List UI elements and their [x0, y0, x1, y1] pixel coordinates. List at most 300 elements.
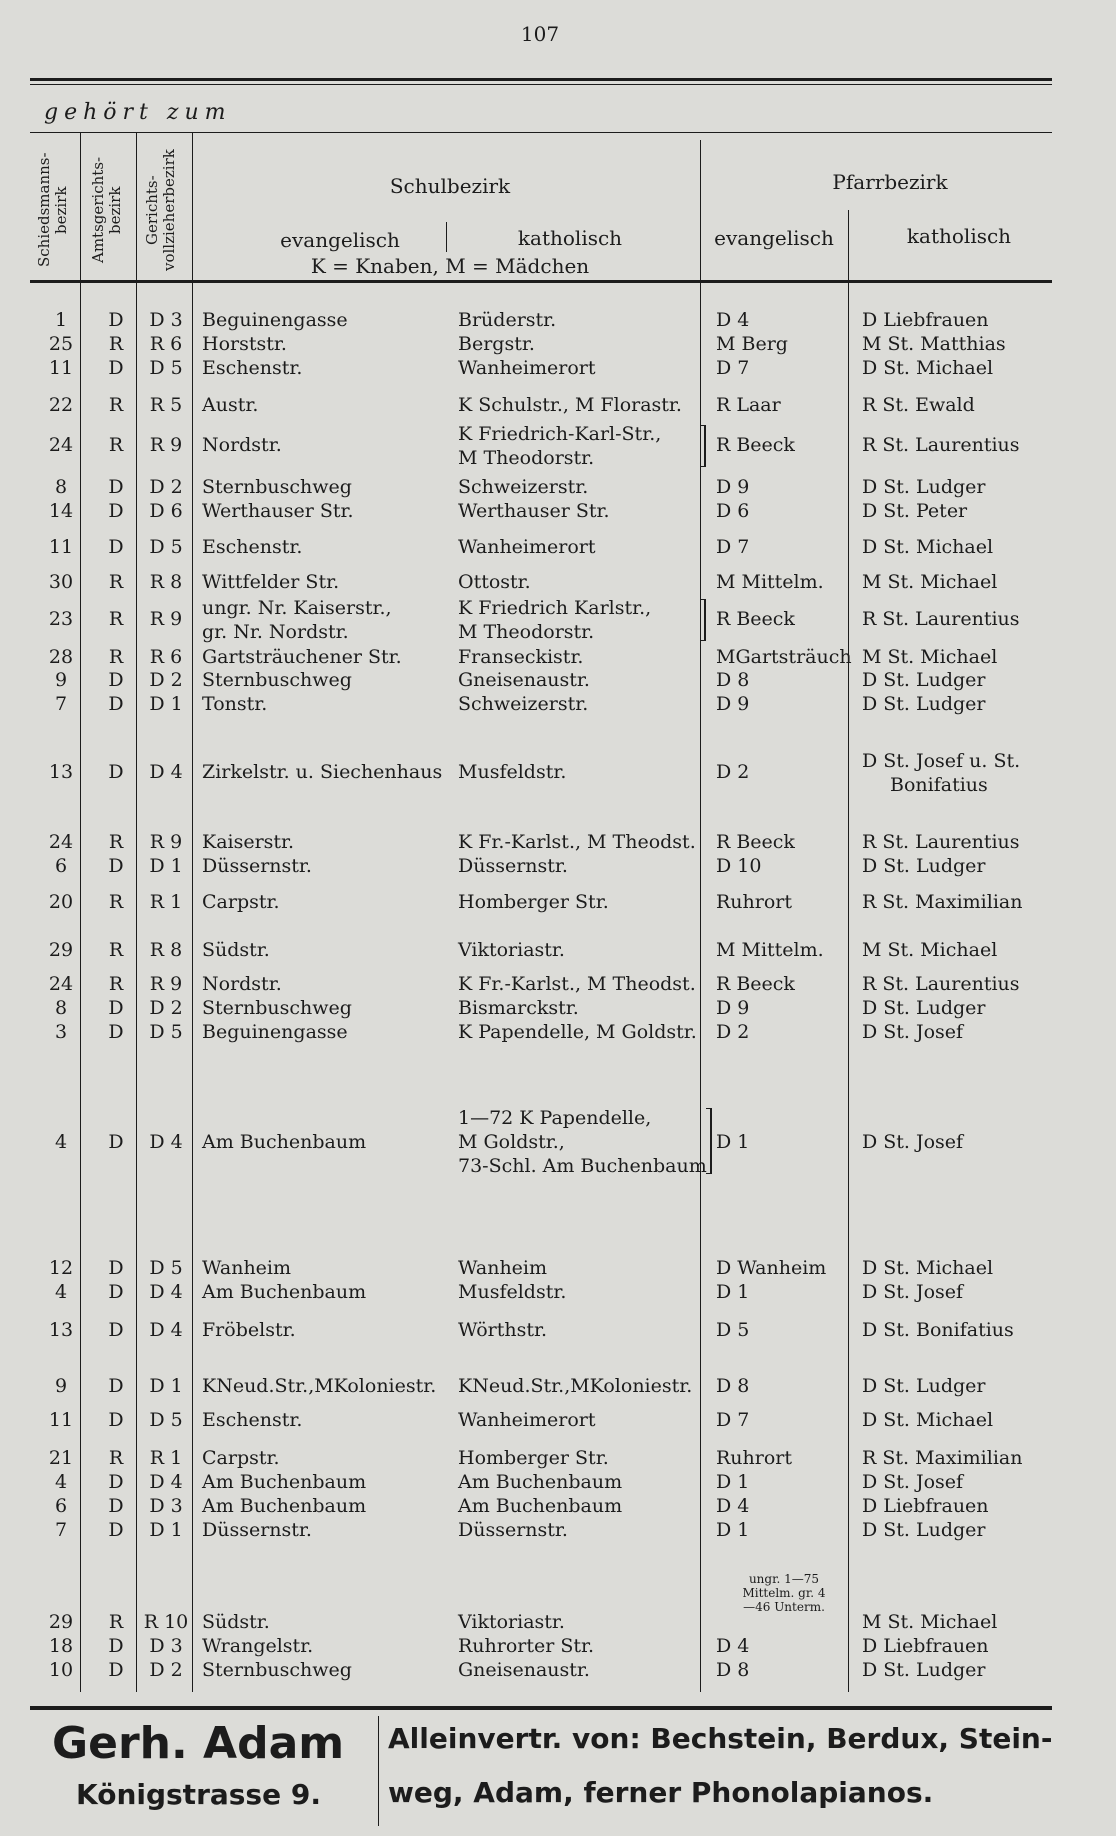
parish-katholisch-cell: D St. Michael [862, 1409, 994, 1431]
gerichtsvollzieher-cell: D 1 [149, 693, 183, 715]
parish-katholisch-cell: M St. Michael [862, 939, 998, 961]
table-row [0, 308, 1116, 332]
parish-katholisch-cell: D St. Ludger [862, 693, 986, 715]
gerichtsvollzieher-cell: R 8 [149, 571, 183, 593]
table-row [0, 475, 1116, 499]
school-katholisch-cell: K Papendelle, M Goldstr. [458, 1021, 697, 1043]
table-row [0, 1572, 1116, 1634]
parish-katholisch-cell: D St. Josef [862, 1021, 964, 1043]
school-evangelisch-cell: Beguinengasse [202, 309, 348, 331]
amtsgericht-cell: D [108, 357, 124, 379]
amtsgericht-cell: D [108, 1471, 124, 1493]
parish-evangelisch-cell: D 7 [716, 1409, 750, 1431]
parish-evangelisch-cell: D 2 [716, 1021, 750, 1043]
parish-evangelisch-cell: D 6 [716, 500, 750, 522]
table-row [0, 692, 1116, 716]
parish-evangelisch-cell: D 4 [716, 309, 750, 331]
school-katholisch-cell-line2: M Goldstr., [458, 1131, 565, 1153]
schiedsmann-cell: 11 [48, 357, 74, 379]
school-katholisch-cell: Musfeldstr. [458, 761, 567, 783]
table-row [0, 1318, 1116, 1342]
parish-evangelisch-cell: D 7 [716, 357, 750, 379]
schiedsmann-cell: 13 [48, 761, 74, 783]
amtsgericht-cell: D [108, 500, 124, 522]
gerichtsvollzieher-cell: D 3 [149, 1495, 183, 1517]
parish-katholisch-cell: D St. Josef [862, 1471, 964, 1493]
school-katholisch-cell: Gneisenaustr. [458, 669, 590, 691]
header-katholisch: katholisch [517, 226, 623, 250]
parish-evangelisch-cell: M Mittelm. [716, 939, 824, 961]
table-row [0, 1518, 1116, 1542]
header-evangelisch: evangelisch [280, 228, 400, 252]
schiedsmann-cell: 9 [54, 669, 68, 691]
schiedsmann-cell: 7 [54, 1519, 68, 1541]
table-row [0, 1256, 1116, 1280]
amtsgericht-cell: D [108, 536, 124, 558]
school-katholisch-cell-line2: M Theodorstr. [458, 621, 595, 643]
gerichtsvollzieher-cell: D 3 [149, 1635, 183, 1657]
amtsgericht-cell: D [108, 1257, 124, 1279]
header-bottom-rule [30, 280, 1052, 283]
table-row [0, 1408, 1116, 1432]
header-top-rule [30, 132, 1052, 133]
school-evangelisch-cell: Austr. [202, 394, 259, 416]
parish-evangelisch-cell: D 1 [716, 1131, 750, 1153]
schiedsmann-cell: 4 [54, 1131, 68, 1153]
amtsgericht-cell: D [108, 1021, 124, 1043]
school-evangelisch-cell: Am Buchenbaum [202, 1131, 367, 1153]
parish-katholisch-cell: D St. Ludger [862, 855, 986, 877]
school-katholisch-cell: K Fr.-Karlst., M Theodst. [458, 831, 696, 853]
header-pf-katholisch: katholisch [906, 224, 1012, 248]
amtsgericht-cell: D [108, 1319, 124, 1341]
col-divider [446, 222, 447, 252]
school-katholisch-cell: Wanheimerort [458, 357, 596, 379]
table-row [0, 535, 1116, 559]
parish-evangelisch-cell: D 5 [716, 1319, 750, 1341]
gerichtsvollzieher-cell: R 6 [149, 333, 183, 355]
parish-evangelisch-cell: D 10 [716, 855, 762, 877]
school-evangelisch-cell: Sternbuschweg [202, 1659, 352, 1681]
amtsgericht-cell: D [108, 1281, 124, 1303]
subtitle: gehört zum [44, 100, 232, 125]
gerichtsvollzieher-cell: D 4 [149, 1131, 183, 1153]
school-evangelisch-cell: Sternbuschweg [202, 476, 352, 498]
brace-mark [700, 425, 706, 467]
school-katholisch-cell: Homberger Str. [458, 1447, 609, 1469]
gerichtsvollzieher-cell: R 9 [149, 434, 183, 456]
school-katholisch-cell: Düssernstr. [458, 1519, 568, 1541]
amtsgericht-cell: D [108, 1131, 124, 1153]
top-rule [30, 78, 1052, 81]
school-evangelisch-cell: ungr. Nr. Kaiserstr., [202, 597, 392, 619]
school-evangelisch-cell: Wittfelder Str. [202, 571, 340, 593]
table-row [0, 996, 1116, 1020]
gerichtsvollzieher-cell: R 9 [149, 608, 183, 630]
schiedsmann-cell: 8 [54, 997, 68, 1019]
ad-rule [30, 1706, 1052, 1710]
table-row [0, 570, 1116, 594]
school-katholisch-cell: Franseckistr. [458, 646, 584, 668]
parish-evangelisch-cell: R Beeck [716, 608, 795, 630]
parish-evangelisch-cell: D 8 [716, 1375, 750, 1397]
table-row [0, 1020, 1116, 1044]
brace-mark [700, 599, 706, 641]
parish-evangelisch-cell: R Laar [716, 394, 781, 416]
school-katholisch-cell: Homberger Str. [458, 891, 609, 913]
school-evangelisch-cell: Nordstr. [202, 434, 282, 456]
amtsgericht-cell: D [108, 855, 124, 877]
table-row [0, 854, 1116, 878]
parish-evangelisch-cell: D 7 [716, 536, 750, 558]
table-row [0, 750, 1116, 796]
parish-evangelisch-cell: D 8 [716, 669, 750, 691]
header-pf-evangelisch: evangelisch [714, 226, 834, 250]
gerichtsvollzieher-cell: D 4 [149, 761, 183, 783]
schiedsmann-cell: 1 [54, 309, 68, 331]
parish-evangelisch-cell: D 4 [716, 1495, 750, 1517]
parish-evangelisch-cell: Ruhrort [716, 1447, 793, 1469]
ad-company-name: Gerh. Adam [52, 1718, 345, 1769]
parish-evangelisch-note: —46 Unterm. [743, 1600, 825, 1614]
table-row [0, 1107, 1116, 1177]
amtsgericht-cell: D [108, 1375, 124, 1397]
school-evangelisch-cell: Wanheim [202, 1257, 292, 1279]
schiedsmann-cell: 14 [48, 500, 74, 522]
gerichtsvollzieher-cell: R 1 [149, 1447, 183, 1469]
amtsgericht-cell: R [108, 333, 124, 355]
schiedsmann-cell: 13 [48, 1319, 74, 1341]
amtsgericht-cell: R [108, 434, 124, 456]
table-row [0, 830, 1116, 854]
school-katholisch-cell: 1—72 K Papendelle, [458, 1107, 652, 1129]
amtsgericht-cell: D [108, 997, 124, 1019]
schiedsmann-cell: 24 [48, 434, 74, 456]
schiedsmann-cell: 23 [48, 608, 74, 630]
gerichtsvollzieher-cell: D 2 [149, 1659, 183, 1681]
school-katholisch-cell: Wanheimerort [458, 536, 596, 558]
table-row [0, 499, 1116, 523]
parish-evangelisch-cell: D 1 [716, 1281, 750, 1303]
parish-evangelisch-cell: M Berg [716, 333, 788, 355]
parish-evangelisch-cell: MGartsträuch [716, 646, 852, 668]
amtsgericht-cell: R [108, 939, 124, 961]
school-evangelisch-cell: Carpstr. [202, 891, 280, 913]
parish-evangelisch-cell: Ruhrort [716, 891, 793, 913]
school-katholisch-cell: Ottostr. [458, 571, 531, 593]
school-katholisch-cell: K Friedrich-Karl-Str., [458, 423, 662, 445]
gerichtsvollzieher-cell: D 3 [149, 309, 183, 331]
parish-katholisch-cell: D St. Ludger [862, 476, 986, 498]
table-row [0, 597, 1116, 643]
school-katholisch-cell: K Schulstr., M Florastr. [458, 394, 682, 416]
parish-katholisch-cell: M St. Michael [862, 1611, 998, 1633]
header-pfarrbezirk: Pfarrbezirk [832, 170, 948, 194]
parish-katholisch-cell: R St. Maximilian [862, 1447, 1023, 1469]
table-row [0, 1470, 1116, 1494]
gerichtsvollzieher-cell: D 2 [149, 669, 183, 691]
parish-katholisch-cell: R St. Maximilian [862, 891, 1023, 913]
gerichtsvollzieher-cell: D 1 [149, 855, 183, 877]
schiedsmann-cell: 6 [54, 855, 68, 877]
gerichtsvollzieher-cell: R 8 [149, 939, 183, 961]
table-row [0, 645, 1116, 669]
school-katholisch-cell: Brüderstr. [458, 309, 557, 331]
amtsgericht-cell: D [108, 669, 124, 691]
school-katholisch-cell: Am Buchenbaum [458, 1495, 623, 1517]
table-row [0, 332, 1116, 356]
table-row [0, 393, 1116, 417]
parish-evangelisch-cell: D 1 [716, 1471, 750, 1493]
school-evangelisch-cell: Düssernstr. [202, 1519, 312, 1541]
page-number: 107 [520, 22, 560, 46]
table-row [0, 1446, 1116, 1470]
parish-katholisch-cell: D St. Ludger [862, 1519, 986, 1541]
parish-katholisch-cell: D Liebfrauen [862, 1495, 989, 1517]
amtsgericht-cell: R [108, 891, 124, 913]
schiedsmann-cell: 30 [48, 571, 74, 593]
parish-katholisch-cell: R St. Laurentius [862, 608, 1020, 630]
parish-katholisch-cell: M St. Michael [862, 646, 998, 668]
schiedsmann-cell: 21 [48, 1447, 74, 1469]
table-row [0, 1280, 1116, 1304]
parish-katholisch-cell: D Liebfrauen [862, 309, 989, 331]
schiedsmann-cell: 25 [48, 333, 74, 355]
amtsgericht-cell: D [108, 1409, 124, 1431]
school-katholisch-cell: Viktoriastr. [458, 1611, 565, 1633]
gerichtsvollzieher-cell: R 10 [143, 1611, 189, 1633]
parish-evangelisch-cell: D 9 [716, 997, 750, 1019]
parish-katholisch-cell: D St. Bonifatius [862, 1319, 1014, 1341]
parish-evangelisch-cell: R Beeck [716, 831, 795, 853]
school-katholisch-cell: Ruhrorter Str. [458, 1635, 595, 1657]
ad-line2: weg, Adam, ferner Phonolapianos. [388, 1776, 934, 1809]
parish-katholisch-cell: R St. Laurentius [862, 831, 1020, 853]
amtsgericht-cell: R [108, 571, 124, 593]
schiedsmann-cell: 4 [54, 1281, 68, 1303]
schiedsmann-cell: 12 [48, 1257, 74, 1279]
gerichtsvollzieher-cell: D 1 [149, 1375, 183, 1397]
header-schulbezirk: Schulbezirk [389, 174, 511, 198]
header-schiedsmann: Schiedsmanns-bezirk [35, 152, 70, 268]
parish-katholisch-cell-line2: Bonifatius [890, 774, 988, 796]
schiedsmann-cell: 3 [54, 1021, 68, 1043]
gerichtsvollzieher-cell: D 5 [149, 1257, 183, 1279]
school-katholisch-cell: Bismarckstr. [458, 997, 579, 1019]
amtsgericht-cell: R [108, 646, 124, 668]
parish-katholisch-cell: D St. Michael [862, 536, 994, 558]
school-katholisch-cell: Viktoriastr. [458, 939, 565, 961]
school-katholisch-cell: Düssernstr. [458, 855, 568, 877]
parish-evangelisch-cell: R Beeck [716, 434, 795, 456]
school-evangelisch-cell: Südstr. [202, 939, 270, 961]
schiedsmann-cell: 20 [48, 891, 74, 913]
gerichtsvollzieher-cell: D 5 [149, 536, 183, 558]
parish-evangelisch-cell: D 4 [716, 1635, 750, 1657]
school-evangelisch-cell: Eschenstr. [202, 1409, 303, 1431]
table-row [0, 1634, 1116, 1658]
top-rule-thin [30, 84, 1052, 85]
parish-katholisch-cell: D St. Michael [862, 1257, 994, 1279]
parish-katholisch-cell: R St. Ewald [862, 394, 975, 416]
table-row [0, 668, 1116, 692]
gerichtsvollzieher-cell: D 4 [149, 1281, 183, 1303]
amtsgericht-cell: R [108, 973, 124, 995]
parish-evangelisch-cell: D 8 [716, 1659, 750, 1681]
school-katholisch-cell: Am Buchenbaum [458, 1471, 623, 1493]
school-evangelisch-cell: Düssernstr. [202, 855, 312, 877]
gerichtsvollzieher-cell: D 5 [149, 357, 183, 379]
schiedsmann-cell: 6 [54, 1495, 68, 1517]
schiedsmann-cell: 24 [48, 831, 74, 853]
header-gerichtsvollzieher: Gerichts-vollzieherbezirk [143, 149, 178, 271]
schiedsmann-cell: 29 [48, 939, 74, 961]
schiedsmann-cell: 4 [54, 1471, 68, 1493]
school-evangelisch-cell: Nordstr. [202, 973, 282, 995]
school-evangelisch-cell: Fröbelstr. [202, 1319, 296, 1341]
header-legend: K = Knaben, M = Mädchen [310, 254, 590, 278]
school-evangelisch-cell: KNeud.Str.,MKoloniestr. [202, 1375, 437, 1397]
school-evangelisch-cell: Am Buchenbaum [202, 1281, 367, 1303]
table-row [0, 890, 1116, 914]
schiedsmann-cell: 9 [54, 1375, 68, 1397]
amtsgericht-cell: D [108, 1519, 124, 1541]
schiedsmann-cell: 8 [54, 476, 68, 498]
parish-katholisch-cell: D St. Josef u. St. [862, 750, 1021, 772]
school-katholisch-cell: Musfeldstr. [458, 1281, 567, 1303]
parish-evangelisch-cell: D 1 [716, 1519, 750, 1541]
school-evangelisch-cell: Südstr. [202, 1611, 270, 1633]
school-evangelisch-cell: Gartsträuchener Str. [202, 646, 402, 668]
school-katholisch-cell: Wanheimerort [458, 1409, 596, 1431]
school-katholisch-cell: Werthauser Str. [458, 500, 610, 522]
parish-evangelisch-cell: R Beeck [716, 973, 795, 995]
schiedsmann-cell: 28 [48, 646, 74, 668]
school-evangelisch-cell: Zirkelstr. u. Siechenhaus [202, 761, 443, 783]
amtsgericht-cell: D [108, 476, 124, 498]
ad-divider [378, 1716, 379, 1826]
schiedsmann-cell: 10 [48, 1659, 74, 1681]
parish-katholisch-cell: R St. Laurentius [862, 973, 1020, 995]
parish-katholisch-cell: M St. Matthias [862, 333, 1006, 355]
schiedsmann-cell: 22 [48, 394, 74, 416]
parish-katholisch-cell: M St. Michael [862, 571, 998, 593]
school-katholisch-cell: K Fr.-Karlst., M Theodst. [458, 973, 696, 995]
school-evangelisch-cell: Sternbuschweg [202, 669, 352, 691]
school-katholisch-cell-line2: M Theodorstr. [458, 447, 595, 469]
school-evangelisch-cell: Am Buchenbaum [202, 1471, 367, 1493]
school-katholisch-cell: Schweizerstr. [458, 693, 589, 715]
amtsgericht-cell: D [108, 1635, 124, 1657]
school-evangelisch-cell: Eschenstr. [202, 357, 303, 379]
schiedsmann-cell: 18 [48, 1635, 74, 1657]
gerichtsvollzieher-cell: D 2 [149, 997, 183, 1019]
amtsgericht-cell: D [108, 693, 124, 715]
school-evangelisch-cell: Tonstr. [202, 693, 268, 715]
gerichtsvollzieher-cell: R 9 [149, 831, 183, 853]
school-evangelisch-cell: Am Buchenbaum [202, 1495, 367, 1517]
gerichtsvollzieher-cell: D 5 [149, 1409, 183, 1431]
school-evangelisch-cell: Kaiserstr. [202, 831, 295, 853]
ad-line1: Alleinvertr. von: Bechstein, Berdux, Stein- [388, 1722, 1053, 1755]
school-evangelisch-cell: Wrangelstr. [202, 1635, 314, 1657]
gerichtsvollzieher-cell: D 4 [149, 1319, 183, 1341]
parish-katholisch-cell: R St. Laurentius [862, 434, 1020, 456]
amtsgericht-cell: R [108, 1447, 124, 1469]
gerichtsvollzieher-cell: D 1 [149, 1519, 183, 1541]
school-evangelisch-cell-line2: gr. Nr. Nordstr. [202, 621, 349, 643]
gerichtsvollzieher-cell: D 5 [149, 1021, 183, 1043]
gerichtsvollzieher-cell: D 6 [149, 500, 183, 522]
gerichtsvollzieher-cell: D 4 [149, 1471, 183, 1493]
table-row [0, 356, 1116, 380]
parish-evangelisch-cell: D 9 [716, 476, 750, 498]
schiedsmann-cell: 24 [48, 973, 74, 995]
parish-katholisch-cell: D St. Ludger [862, 997, 986, 1019]
amtsgericht-cell: D [108, 1659, 124, 1681]
amtsgericht-cell: R [108, 1611, 124, 1633]
school-katholisch-cell: K Friedrich Karlstr., [458, 597, 652, 619]
parish-katholisch-cell: D St. Josef [862, 1131, 964, 1153]
amtsgericht-cell: D [108, 761, 124, 783]
table-row [0, 972, 1116, 996]
gerichtsvollzieher-cell: R 6 [149, 646, 183, 668]
schiedsmann-cell: 7 [54, 693, 68, 715]
gerichtsvollzieher-cell: R 9 [149, 973, 183, 995]
parish-katholisch-cell: D St. Josef [862, 1281, 964, 1303]
school-katholisch-cell: Bergstr. [458, 333, 535, 355]
school-katholisch-cell: Gneisenaustr. [458, 1659, 590, 1681]
parish-evangelisch-cell: D Wanheim [716, 1257, 827, 1279]
school-katholisch-cell: Wanheim [458, 1257, 548, 1279]
table-row [0, 1374, 1116, 1398]
parish-katholisch-cell: D Liebfrauen [862, 1635, 989, 1657]
table-row [0, 423, 1116, 469]
parish-katholisch-cell: D St. Ludger [862, 669, 986, 691]
school-evangelisch-cell: Sternbuschweg [202, 997, 352, 1019]
parish-katholisch-cell: D St. Ludger [862, 1375, 986, 1397]
school-katholisch-cell: Schweizerstr. [458, 476, 589, 498]
table-row [0, 1494, 1116, 1518]
school-katholisch-cell: Wörthstr. [458, 1319, 548, 1341]
parish-evangelisch-note: Mittelm. gr. 4 [742, 1586, 826, 1600]
parish-evangelisch-cell: D 9 [716, 693, 750, 715]
school-evangelisch-cell: Carpstr. [202, 1447, 280, 1469]
school-katholisch-cell: KNeud.Str.,MKoloniestr. [458, 1375, 693, 1397]
table-row [0, 938, 1116, 962]
table-row [0, 1658, 1116, 1682]
schiedsmann-cell: 11 [48, 536, 74, 558]
school-evangelisch-cell: Eschenstr. [202, 536, 303, 558]
parish-evangelisch-cell: M Mittelm. [716, 571, 824, 593]
school-evangelisch-cell: Beguinengasse [202, 1021, 348, 1043]
gerichtsvollzieher-cell: R 1 [149, 891, 183, 913]
header-amtsgericht: Amtsgerichts-bezirk [89, 156, 124, 264]
school-katholisch-cell-line3: 73-Schl. Am Buchenbaum [458, 1155, 707, 1177]
parish-katholisch-cell: D St. Peter [862, 500, 968, 522]
amtsgericht-cell: R [108, 394, 124, 416]
gerichtsvollzieher-cell: D 2 [149, 476, 183, 498]
amtsgericht-cell: R [108, 608, 124, 630]
parish-katholisch-cell: D St. Ludger [862, 1659, 986, 1681]
school-evangelisch-cell: Werthauser Str. [202, 500, 354, 522]
ad-address: Königstrasse 9. [76, 1778, 321, 1811]
school-evangelisch-cell: Horststr. [202, 333, 287, 355]
parish-katholisch-cell: D St. Michael [862, 357, 994, 379]
amtsgericht-cell: D [108, 309, 124, 331]
amtsgericht-cell: R [108, 831, 124, 853]
schiedsmann-cell: 11 [48, 1409, 74, 1431]
